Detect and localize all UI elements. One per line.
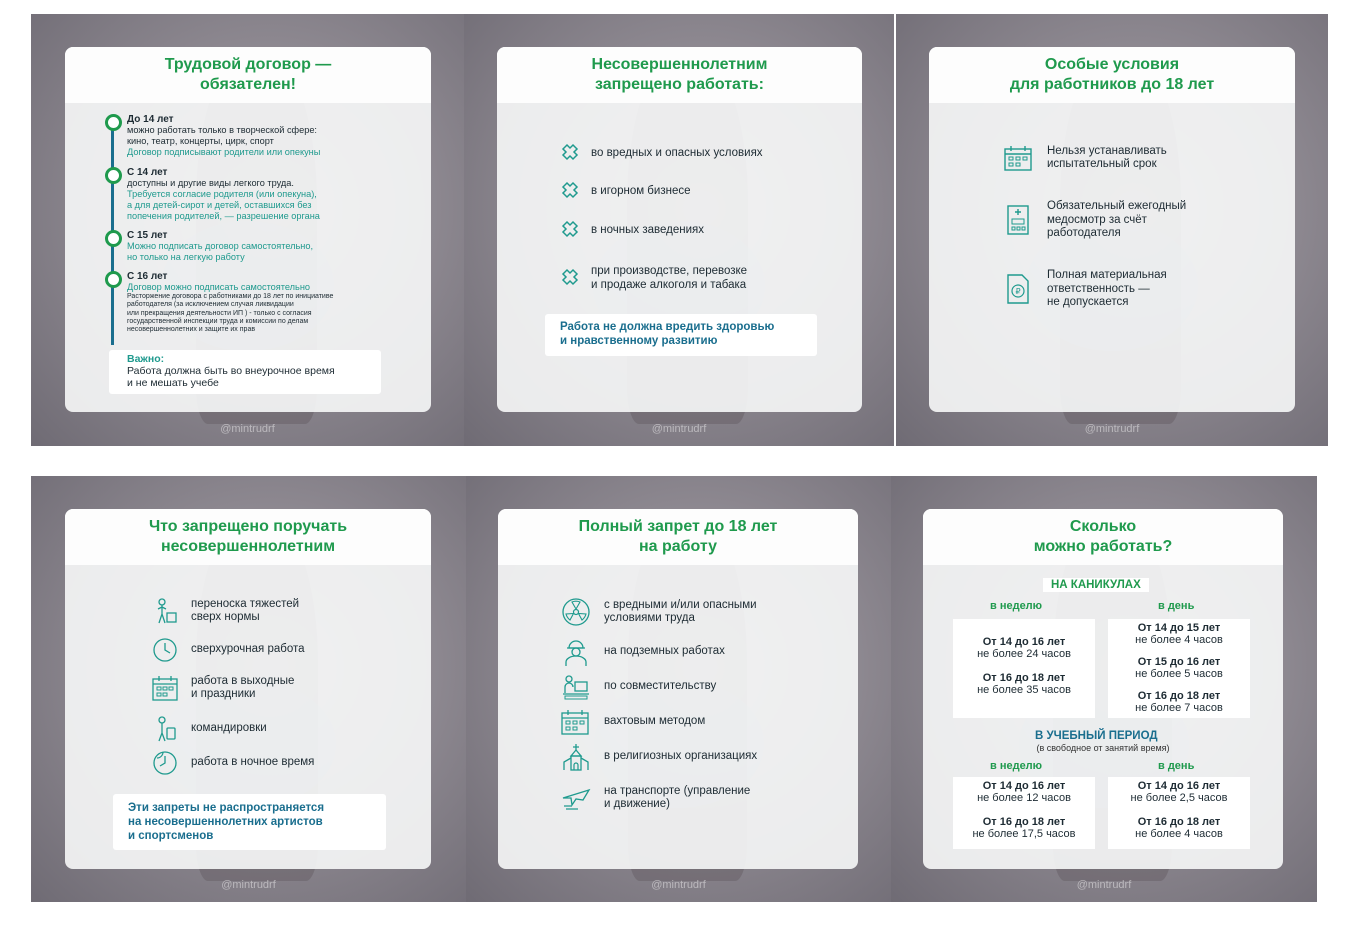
list-item (560, 708, 705, 736)
step-line: кино, театр, концерты, цирк, спорт (127, 136, 274, 146)
medical-doc-icon (1003, 203, 1035, 237)
card-title (65, 47, 431, 103)
item-text: во вредных и опасных условиях (591, 147, 763, 160)
entry-limit: не более 35 часов (977, 684, 1071, 696)
timeline-step-15 (127, 230, 427, 263)
timeline-dot (105, 114, 122, 131)
list-item (151, 636, 305, 664)
watermark: @mintrudrf (1076, 879, 1132, 891)
timeline-step-14 (127, 167, 427, 222)
list-item (151, 715, 267, 743)
hours-entry (1108, 780, 1250, 804)
list-item (1003, 200, 1186, 241)
card-title (497, 47, 862, 103)
entry-age: От 14 до 15 лет (1137, 622, 1221, 634)
card-special-conditions (929, 47, 1295, 412)
week-label: в неделю (990, 760, 1043, 772)
watermark: @mintrudrf (1084, 423, 1140, 435)
step-note: Договор подписывают родители или опекуны (127, 147, 321, 157)
cross-icon (559, 268, 581, 290)
step-note: Можно подписать договор самостоятельно, (127, 241, 314, 251)
list-item (559, 265, 747, 292)
entry-limit: не более 17,5 часов (972, 828, 1076, 840)
panel-working-hours (891, 476, 1317, 902)
entry-limit: не более 5 часов (1135, 668, 1223, 680)
item-text: медосмотр за счёт (1047, 213, 1147, 226)
item-text: испытательный срок (1047, 158, 1157, 170)
list-item (560, 637, 725, 667)
timeline-step-16 (127, 271, 427, 334)
entry-age: От 14 до 16 лет (982, 780, 1066, 792)
week-label: в неделю (990, 600, 1043, 612)
card-title (498, 509, 858, 565)
entry-limit: не более 2,5 часов (1130, 792, 1228, 804)
item-text: и праздники (191, 688, 256, 700)
step-small: Расторжение договора с работниками до 18 лет по инициативе (127, 293, 334, 300)
exemption-note (113, 794, 386, 850)
night-clock-icon (151, 749, 179, 777)
cross-icon (559, 181, 581, 203)
item-text: не допускается (1047, 296, 1129, 308)
note-line: и спортсменов (128, 830, 214, 842)
important-line: и не мешать учебе (127, 377, 219, 389)
traveler-icon (151, 715, 179, 743)
entry-age: От 14 до 16 лет (1137, 780, 1221, 792)
step-note: Договор можно подписать самостоятельно (127, 282, 310, 292)
entry-limit: не более 7 часов (1135, 702, 1223, 714)
item-text: Полная материальная (1047, 269, 1167, 281)
panel-prohibited-work (464, 14, 894, 446)
item-text: и движение) (604, 798, 670, 810)
entry-age: От 14 до 16 лет (982, 636, 1066, 648)
hours-entry (953, 780, 1095, 804)
item-text: по совместительству (604, 680, 717, 693)
entry-age: От 16 до 18 лет (982, 816, 1066, 828)
miner-icon (560, 637, 592, 667)
note-line: на несовершеннолетних артистов (128, 816, 323, 828)
panel-forbidden-tasks (31, 476, 466, 902)
entry-limit: не более 4 часов (1135, 634, 1223, 646)
title-line: обязателен! (200, 76, 296, 93)
step-small: несовершеннолетних и защите их прав (127, 326, 256, 334)
step-small: или прекращения деятельности ИП ) - только с согласия (127, 309, 312, 317)
card-title (923, 509, 1283, 565)
radiation-icon (560, 597, 592, 627)
step-age: С 16 лет (127, 271, 168, 282)
item-text: Нельзя устанавливать (1047, 144, 1167, 157)
item-text: при производстве, перевозке (591, 265, 748, 277)
item-text: сверхурочная работа (191, 643, 305, 656)
watermark: @mintrudrf (651, 879, 706, 891)
note-line: Работа не должна вредить здоровью (560, 321, 775, 333)
list-item (559, 181, 691, 203)
panel-special-conditions (896, 14, 1328, 446)
hours-entry (1108, 816, 1250, 840)
watermark: @mintrudrf (220, 423, 275, 435)
title-line: запрещено работать: (595, 76, 764, 93)
item-text: на подземных работах (604, 645, 725, 658)
day-label: в день (1158, 600, 1195, 612)
list-item (559, 143, 763, 165)
hours-entry (1108, 656, 1250, 680)
hours-entry (953, 672, 1095, 696)
item-text: командировки (191, 722, 267, 735)
step-line: доступны и другие виды легкого труда. (127, 178, 294, 188)
hours-entry (1108, 622, 1250, 646)
title-line: Особые условия (1044, 56, 1180, 73)
important-label: Важно: (127, 353, 165, 365)
item-text: сверх нормы (191, 611, 260, 623)
calendar-icon (1003, 144, 1035, 172)
step-age: С 15 лет (127, 230, 168, 241)
timeline-step-under-14 (127, 114, 427, 158)
panel-full-ban (466, 476, 891, 902)
card-title (65, 509, 431, 565)
item-text: работа в ночное время (191, 756, 315, 769)
step-age: До 14 лет (127, 114, 174, 125)
timeline-dot (105, 167, 122, 184)
item-text: вахтовым методом (604, 715, 706, 728)
title-line: на работу (638, 538, 718, 555)
day-label: в день (1158, 760, 1195, 772)
entry-limit: не более 4 часов (1135, 828, 1223, 840)
entry-age: От 16 до 18 лет (1137, 690, 1221, 702)
item-text: в ночных заведениях (591, 224, 705, 237)
entry-age: От 15 до 16 лет (1137, 656, 1221, 668)
hours-entry (953, 636, 1095, 660)
item-text: и продаже алкоголя и табака (591, 278, 747, 291)
card-prohibited-work (497, 47, 862, 412)
vacation-day-box (1108, 619, 1250, 718)
important-line: Работа должна быть во внеурочное время (127, 365, 335, 377)
title-line: несовершеннолетним (160, 538, 336, 555)
item-text: с вредными и/или опасными (604, 598, 757, 611)
title-line: можно работать? (1033, 538, 1173, 555)
step-note: попечения родителей, — разрешение органа (127, 211, 320, 221)
list-item (151, 597, 299, 625)
list-item (560, 597, 757, 627)
svg-text:₽: ₽ (1015, 287, 1021, 297)
panel-employment-contract (31, 14, 464, 446)
step-line: можно работать только в творческой сфере: (127, 125, 317, 135)
card-employment-contract (65, 47, 431, 412)
card-title (929, 47, 1295, 103)
watermark: @mintrudrf (651, 423, 707, 435)
list-item (559, 220, 704, 242)
calendar-icon (151, 674, 179, 702)
cross-icon (559, 220, 581, 242)
entry-age: От 16 до 18 лет (1137, 816, 1221, 828)
vacation-label: НА КАНИКУЛАХ (1043, 578, 1149, 592)
heavy-load-icon (151, 597, 179, 625)
title-line: Несовершеннолетним (591, 56, 768, 73)
item-text: условиями труда (604, 612, 695, 624)
study-day-box (1108, 777, 1250, 849)
card-full-ban (498, 509, 858, 869)
timeline-dot (105, 271, 122, 288)
step-note: Требуется согласие родителя (или опекуна), (127, 189, 317, 199)
step-small: государственной инспекции труда и комиссии по делам (127, 317, 309, 325)
study-sub: (в свободное от занятий время) (1036, 743, 1170, 753)
card-forbidden-tasks (65, 509, 431, 869)
list-item (560, 673, 716, 701)
item-text: в религиозных организациях (604, 750, 758, 763)
hours-entry (1108, 690, 1250, 714)
watermark: @mintrudrf (221, 879, 276, 891)
cross-icon (559, 143, 581, 165)
study-label: В УЧЕБНЫЙ ПЕРИОД (1035, 730, 1158, 742)
title-line: Полный запрет до 18 лет (578, 518, 778, 535)
step-note: но только на легкую работу (127, 252, 245, 262)
item-text: на транспорте (управление (604, 784, 751, 797)
ruble-doc-icon (1003, 272, 1035, 306)
church-icon (560, 742, 592, 772)
note-line: Эти запреты не распространяется (128, 802, 325, 814)
list-item (560, 784, 750, 812)
health-note (545, 314, 817, 356)
item-text: Обязательный ежегодный (1047, 200, 1187, 212)
list-item (151, 674, 294, 702)
list-item (1003, 144, 1167, 172)
study-week-box (953, 777, 1095, 849)
title-line: Что запрещено поручать (148, 518, 348, 535)
plane-icon (560, 784, 592, 812)
list-item (1003, 269, 1167, 310)
vacation-week-box (953, 619, 1095, 718)
step-age: С 14 лет (127, 167, 168, 178)
title-line: для работников до 18 лет (1009, 76, 1215, 93)
office-worker-icon (560, 673, 592, 701)
step-note: а для детей-сирот и детей, оставшихся без (127, 200, 312, 210)
hours-entry (953, 816, 1095, 840)
item-text: ответственность — (1047, 282, 1150, 295)
title-line: Трудовой договор — (164, 56, 332, 73)
note-line: и нравственному развитию (560, 335, 718, 347)
list-item (560, 742, 757, 772)
entry-age: От 16 до 18 лет (982, 672, 1066, 684)
timeline-dot (105, 230, 122, 247)
important-note (109, 350, 381, 394)
item-text: переноска тяжестей (191, 597, 300, 610)
list-item (151, 749, 314, 777)
title-line: Сколько (1069, 518, 1137, 535)
entry-limit: не более 24 часов (977, 648, 1071, 660)
item-text: работа в выходные (191, 674, 295, 687)
item-text: в игорном бизнесе (591, 185, 691, 198)
entry-limit: не более 12 часов (977, 792, 1071, 804)
item-text: работодателя (1047, 227, 1121, 239)
clock-icon (151, 636, 179, 664)
step-small: работодателя (за исключением случая ликвидации (127, 301, 294, 309)
calendar-icon (560, 708, 592, 736)
card-working-hours (923, 509, 1283, 869)
